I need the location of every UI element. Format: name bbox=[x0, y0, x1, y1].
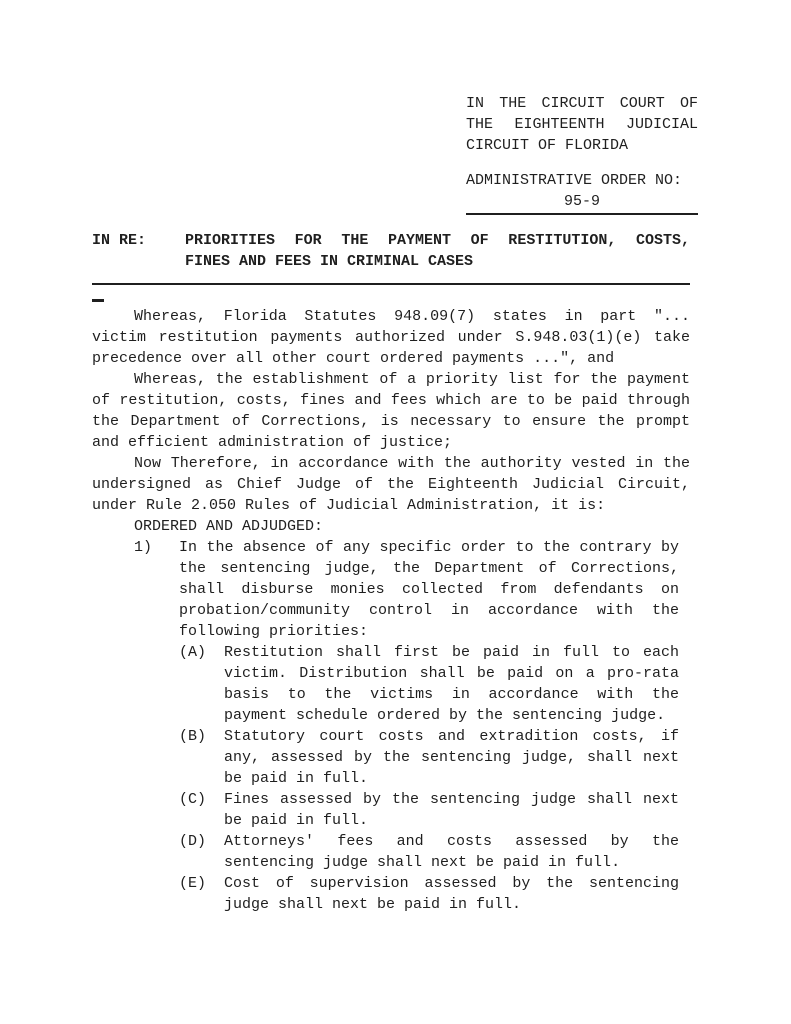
ordered-item-1 bbox=[92, 537, 679, 915]
priority-item-c-text: Fines assessed by the sentencing judge shall next be paid in full. bbox=[224, 791, 679, 829]
paragraph-whereas-1: Whereas, Florida Statutes 948.09(7) states in part "... victim restitution payments authorized under S.948.03(1)(e) take precedence over all other court ordered payments ...", and bbox=[92, 308, 690, 367]
priority-item-e-marker: (E) bbox=[179, 875, 207, 892]
ordered-item-1-marker: 1) bbox=[134, 539, 153, 556]
in-re-title-line-1: PRIORITIES FOR THE PAYMENT OF RESTITUTION, COSTS, bbox=[185, 232, 690, 249]
priority-item-d-text: Attorneys' fees and costs assessed by the sentencing judge shall next be paid in full. bbox=[224, 833, 679, 871]
paragraph-now-therefore: Now Therefore, in accordance with the authority vested in the undersigned as Chief Judge of the Eighteenth Judicial Circuit, under Rule 2.050 Rules of Judicial Administration, it is: bbox=[92, 455, 690, 514]
document-content bbox=[92, 93, 698, 915]
ordered-item-1-text: In the absence of any specific order to the contrary by the sentencing judge, the Department of Corrections, shall disburse monies collected from defendants on probation/community control in accordance with the following priorities: bbox=[179, 539, 679, 640]
priority-item-c bbox=[179, 789, 679, 831]
ordered-and-adjudged-heading: ORDERED AND ADJUDGED: bbox=[134, 518, 324, 535]
in-re-subject bbox=[92, 230, 690, 272]
in-re-label: IN RE: bbox=[92, 232, 147, 249]
priority-item-e bbox=[179, 873, 679, 915]
paragraph-whereas-2: Whereas, the establishment of a priority list for the payment of restitution, costs, fines and fees which are to be paid through the Department of Corrections, is necessary to ensure the prompt and efficient administration of justice; bbox=[92, 371, 690, 451]
administrative-order-number: 95-9 bbox=[466, 191, 698, 215]
priority-item-c-marker: (C) bbox=[179, 791, 207, 808]
priority-item-a bbox=[179, 642, 679, 726]
priority-item-b bbox=[179, 726, 679, 789]
priority-item-b-text: Statutory court costs and extradition costs, if any, assessed by the sentencing judge, shall next be paid in full. bbox=[224, 728, 679, 787]
priority-item-a-marker: (A) bbox=[179, 644, 207, 661]
in-re-title bbox=[185, 230, 690, 272]
court-name: IN THE CIRCUIT COURT OF THE EIGHTEENTH JUDICIAL CIRCUIT OF FLORIDA bbox=[466, 95, 698, 154]
priority-item-d-marker: (D) bbox=[179, 833, 207, 850]
priority-item-d bbox=[179, 831, 679, 873]
underscore-mark bbox=[92, 299, 104, 302]
horizontal-rule bbox=[92, 283, 690, 285]
in-re-title-line-2: FINES AND FEES IN CRIMINAL CASES bbox=[185, 253, 474, 270]
court-header-block bbox=[466, 93, 698, 215]
priority-item-e-text: Cost of supervision assessed by the sentencing judge shall next be paid in full. bbox=[224, 875, 679, 913]
priority-item-a-text: Restitution shall first be paid in full to each victim. Distribution shall be paid on a pro-rata basis to the victims in accordance with the payment schedule ordered by the sentencing judge. bbox=[224, 644, 679, 724]
administrative-order-label: ADMINISTRATIVE ORDER NO: bbox=[466, 172, 683, 189]
priority-item-b-marker: (B) bbox=[179, 728, 207, 745]
